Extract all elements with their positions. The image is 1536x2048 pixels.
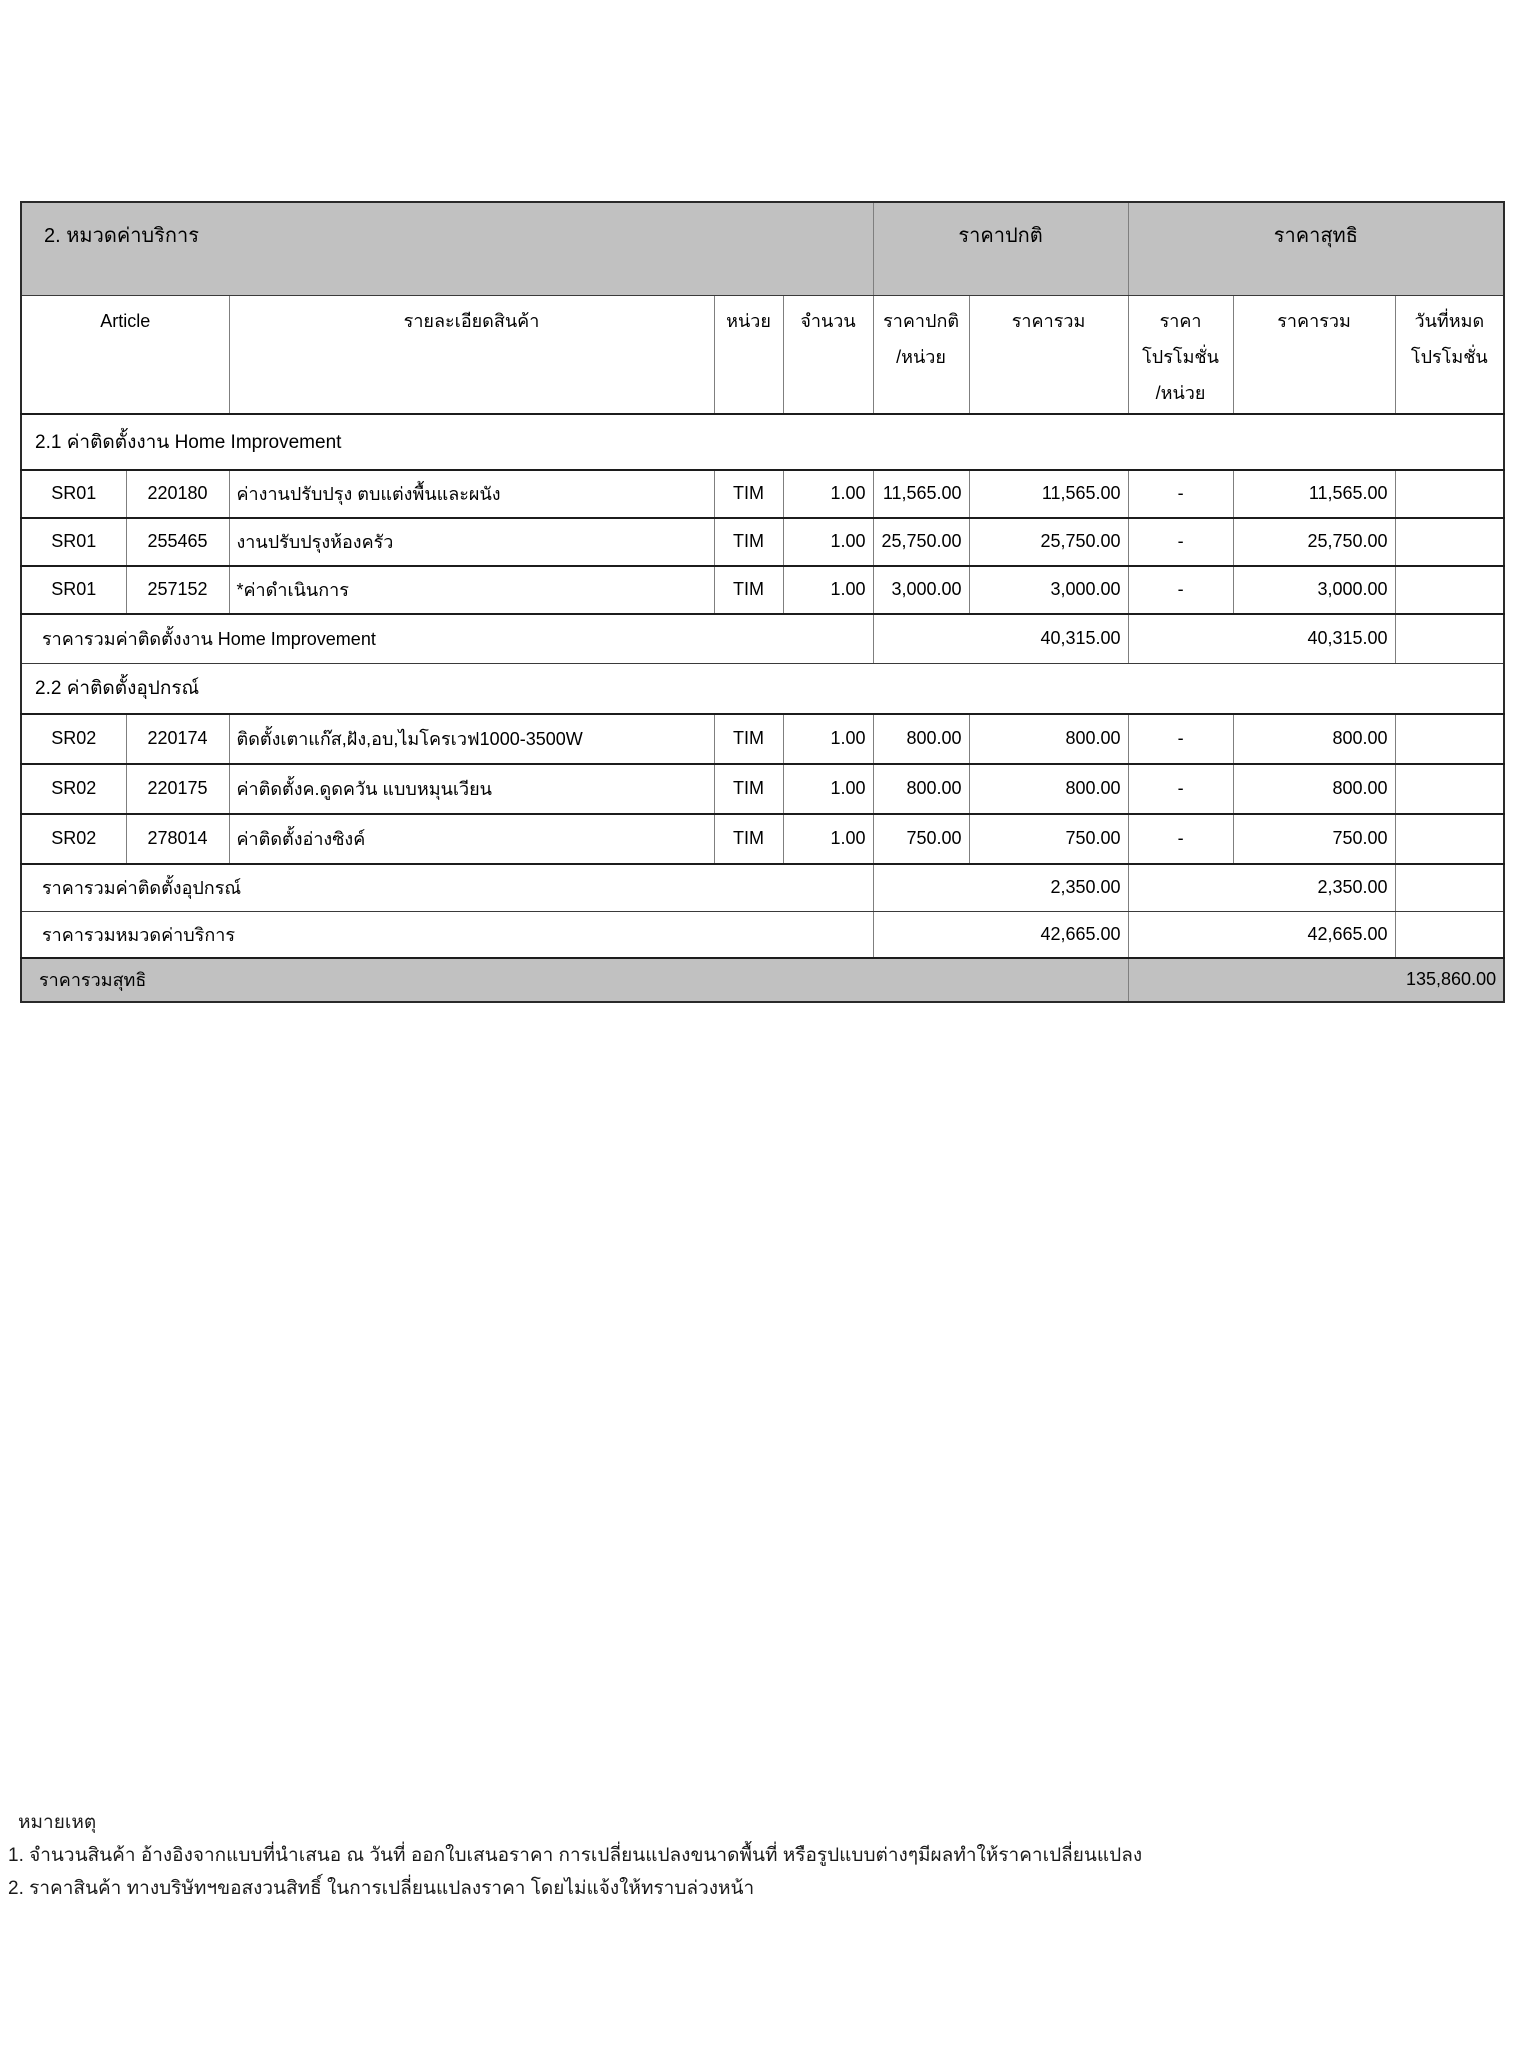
cell-unit: TIM [714,470,783,518]
item-row [21,470,1504,518]
cell-article-code: 257152 [126,566,229,614]
header-line: /หน่วย [896,346,946,367]
header-line: /หน่วย [1155,382,1206,403]
cell-row-total: 750.00 [969,814,1128,864]
cell-net-row-total: 25,750.00 [1233,518,1395,566]
cell-row-total: 3,000.00 [969,566,1128,614]
cell-promo-price: - [1128,518,1233,566]
cell-unit: TIM [714,714,783,764]
cell-unit: TIM [714,814,783,864]
cell-article-code: 255465 [126,518,229,566]
subtotal-net: 2,350.00 [1128,864,1395,912]
net-total-label: ราคารวมสุทธิ [21,958,1128,1002]
section-row-2-1 [21,414,1504,470]
cell-qty: 1.00 [783,470,873,518]
cell-promo-end [1395,864,1504,912]
cell-promo-price: - [1128,714,1233,764]
col-header-description: รายละเอียดสินค้า [229,295,714,414]
cell-description: ค่าติดตั้งค.ดูดควัน แบบหมุนเวียน [229,764,714,814]
service-quotation-table [20,201,1505,1003]
cell-promo-end [1395,912,1504,958]
cell-unit: TIM [714,518,783,566]
subtotal-label: ราคารวมค่าติดตั้งงาน Home Improvement [21,614,873,664]
cell-article-code: 220180 [126,470,229,518]
notes-title: หมายเหตุ [18,1812,97,1833]
cell-unit: TIM [714,764,783,814]
cell-net-row-total: 800.00 [1233,714,1395,764]
header-line: โปรโมชั่น [1142,346,1219,367]
section-title: 2.2 ค่าติดตั้งอุปกรณ์ [21,664,1504,714]
cell-row-total: 25,750.00 [969,518,1128,566]
cell-unit-price: 800.00 [873,714,969,764]
cell-unit-price: 11,565.00 [873,470,969,518]
cell-qty: 1.00 [783,814,873,864]
col-header-promo-end [1395,295,1504,414]
category-total-row [21,912,1504,958]
subtotal-normal: 40,315.00 [873,614,1128,664]
col-header-net-row-total: ราคารวม [1233,295,1395,414]
cell-qty: 1.00 [783,714,873,764]
subtotal-row-2-1 [21,614,1504,664]
cell-unit: TIM [714,566,783,614]
cell-promo-end [1395,614,1504,664]
cell-promo-end [1395,566,1504,614]
cell-description: ค่างานปรับปรุง ตบแต่งพื้นและผนัง [229,470,714,518]
header-line: วันที่หมด [1414,310,1485,331]
cell-sr: SR01 [21,518,126,566]
note-line-2: 2. ราคาสินค้า ทางบริษัทฯขอสงวนสิทธิ์ ในการเปลี่ยนแปลงราคา โดยไม่แจ้งให้ทราบล่วงหน้า [8,1878,755,1899]
notes-block [8,1806,1142,1905]
cell-qty: 1.00 [783,518,873,566]
note-line-1: 1. จำนวนสินค้า อ้างอิงจากแบบที่นำเสนอ ณ วันที่ ออกใบเสนอราคา การเปลี่ยนแปลงขนาดพื้นที่ หรือรูปแบบต่างๆมีผลทำให้ราคาเปลี่ยนแปลง [8,1845,1143,1866]
cell-promo-end [1395,814,1504,864]
column-header-row [21,295,1504,414]
cell-description: งานปรับปรุงห้องครัว [229,518,714,566]
item-row [21,764,1504,814]
cell-promo-price: - [1128,566,1233,614]
col-header-promo-price [1128,295,1233,414]
cell-sr: SR02 [21,814,126,864]
section-title: 2.1 ค่าติดตั้งงาน Home Improvement [21,414,1504,470]
cell-row-total: 800.00 [969,714,1128,764]
cell-description: ค่าติดตั้งอ่างซิงค์ [229,814,714,864]
cell-promo-price: - [1128,470,1233,518]
net-total-value: 135,860.00 [1128,958,1504,1002]
category-total-net: 42,665.00 [1128,912,1395,958]
cell-unit-price: 800.00 [873,764,969,814]
col-header-article: Article [21,295,229,414]
cell-net-row-total: 3,000.00 [1233,566,1395,614]
cell-promo-price: - [1128,764,1233,814]
cell-promo-price: - [1128,814,1233,864]
cell-article-code: 278014 [126,814,229,864]
item-row [21,714,1504,764]
cell-qty: 1.00 [783,764,873,814]
cell-description: ติดตั้งเตาแก๊ส,ฝัง,อบ,ไมโครเวฟ1000-3500W [229,714,714,764]
section-row-2-2 [21,664,1504,714]
cell-qty: 1.00 [783,566,873,614]
col-header-unit-price [873,295,969,414]
category-total-label: ราคารวมหมวดค่าบริการ [21,912,873,958]
cell-promo-end [1395,518,1504,566]
cell-article-code: 220175 [126,764,229,814]
group-header-row [21,202,1504,295]
col-header-row-total: ราคารวม [969,295,1128,414]
cell-promo-end [1395,764,1504,814]
cell-sr: SR02 [21,714,126,764]
header-line: ราคา [1159,310,1202,331]
cell-unit-price: 750.00 [873,814,969,864]
subtotal-label: ราคารวมค่าติดตั้งอุปกรณ์ [21,864,873,912]
group-net-price-header: ราคาสุทธิ [1128,202,1504,295]
cell-net-row-total: 750.00 [1233,814,1395,864]
cell-promo-end [1395,714,1504,764]
cell-promo-end [1395,470,1504,518]
header-line: โปรโมชั่น [1410,346,1488,367]
cell-net-row-total: 800.00 [1233,764,1395,814]
section-category-title: 2. หมวดค่าบริการ [21,202,873,295]
category-total-normal: 42,665.00 [873,912,1128,958]
item-row [21,518,1504,566]
item-row [21,566,1504,614]
subtotal-normal: 2,350.00 [873,864,1128,912]
cell-net-row-total: 11,565.00 [1233,470,1395,518]
cell-unit-price: 3,000.00 [873,566,969,614]
net-total-row [21,958,1504,1002]
cell-sr: SR01 [21,566,126,614]
col-header-unit: หน่วย [714,295,783,414]
cell-row-total: 800.00 [969,764,1128,814]
header-line: ราคาปกติ [883,310,960,331]
cell-sr: SR02 [21,764,126,814]
subtotal-row-2-2 [21,864,1504,912]
col-header-qty: จำนวน [783,295,873,414]
subtotal-net: 40,315.00 [1128,614,1395,664]
cell-sr: SR01 [21,470,126,518]
cell-unit-price: 25,750.00 [873,518,969,566]
cell-article-code: 220174 [126,714,229,764]
group-normal-price-header: ราคาปกติ [873,202,1128,295]
cell-row-total: 11,565.00 [969,470,1128,518]
item-row [21,814,1504,864]
cell-description: *ค่าดำเนินการ [229,566,714,614]
